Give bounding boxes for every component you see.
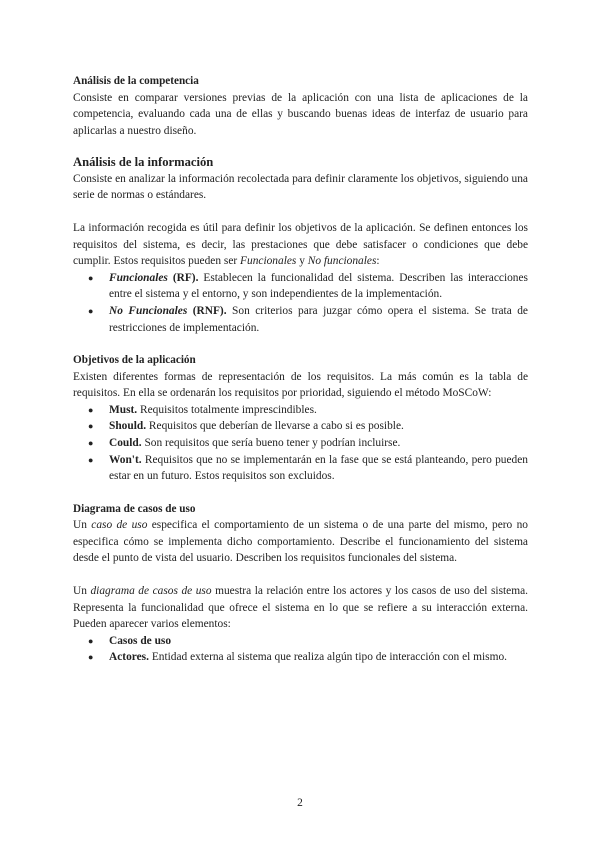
paragraph-objetivos: Existen diferentes formas de representación de los requisitos. La más común es la tabla de requisitos. En ella se ordenarán los requisitos por prioridad, siguiendo el método MoSCoW: bbox=[73, 370, 528, 400]
document-page bbox=[73, 73, 528, 666]
bullet-icon: ● bbox=[88, 421, 94, 432]
requirements-type-list bbox=[73, 270, 528, 336]
list-item: ● Should. Requisitos que deberían de llevarse a cabo si es posible. bbox=[73, 418, 528, 435]
paragraph-casos-1: Un caso de uso especifica el comportamiento de un sistema o de una parte del mismo, pero no especifica cómo se implementa dicho comportamiento. Describe el funcionamiento del sistema desde el punto de vista del usuario. Describen los requisitos funcionales del sistema. bbox=[73, 519, 528, 565]
paragraph-informacion-1: Consiste en analizar la información recolectada para definir claramente los objetivos, siguiendo una serie de normas o estándares. bbox=[73, 172, 528, 202]
bullet-icon: ● bbox=[88, 454, 94, 465]
list-item: ● Must. Requisitos totalmente imprescindibles. bbox=[73, 402, 528, 419]
list-item: ● No Funcionales (RNF). Son criterios para juzgar cómo opera el sistema. Se trata de restricciones de implementación. bbox=[88, 304, 528, 334]
list-item: ● Could. Son requisitos que sería bueno tener y podrían incluirse. bbox=[73, 435, 528, 452]
list-item: ● Actores. Entidad externa al sistema que realiza algún tipo de interacción con el mismo. bbox=[73, 649, 528, 666]
bullet-icon: ● bbox=[88, 272, 94, 283]
bullet-icon: ● bbox=[88, 635, 94, 646]
bullet-icon: ● bbox=[88, 404, 94, 415]
paragraph-informacion-2: La información recogida es útil para definir los objetivos de la aplicación. Se definen entonces los requisitos del sistema, es decir, las prestaciones que debe satisfacer o condiciones que debe cumplir. Estos requisitos pueden ser Funcionales y No funcionales: bbox=[73, 221, 528, 268]
paragraph-competencia: Consiste en comparar versiones previas de la aplicación con una lista de aplicaciones de la competencia, evaluando cada una de ellas y buscando buenas ideas de interfaz de usuario para aplicarlas a nuestro diseño. bbox=[73, 91, 528, 137]
section-title-objetivos: Objetivos de la aplicación bbox=[73, 354, 196, 367]
section-title-informacion: Análisis de la información bbox=[73, 155, 214, 170]
paragraph-casos-2: Un diagrama de casos de uso muestra la relación entre los actores y los casos de uso del sistema. Representa la funcionalidad que ofrece el sistema en lo que se refiere a su interacción externa. Pueden aparecer varios elementos: bbox=[73, 585, 528, 631]
list-item: ● Funcionales (RF). Establecen la funcionalidad del sistema. Describen las interacciones entre el sistema y el entorno, y son independientes de la implementación. bbox=[88, 271, 528, 301]
moscow-list bbox=[73, 402, 528, 485]
section-title-competencia: Análisis de la competencia bbox=[73, 75, 199, 87]
page-number: 2 bbox=[297, 797, 303, 809]
list-item: ● Won't. Requisitos que no se implementarán en la fase que se está planteando, pero pueden estar en un futuro. Estos requisitos son excluidos. bbox=[88, 453, 528, 483]
list-item: ● Casos de uso bbox=[73, 633, 528, 650]
diagram-elements-list bbox=[73, 633, 528, 666]
bullet-icon: ● bbox=[88, 438, 94, 448]
section-title-casos: Diagrama de casos de uso bbox=[73, 502, 196, 515]
bullet-icon: ● bbox=[88, 305, 94, 316]
bullet-icon: ● bbox=[88, 652, 94, 663]
